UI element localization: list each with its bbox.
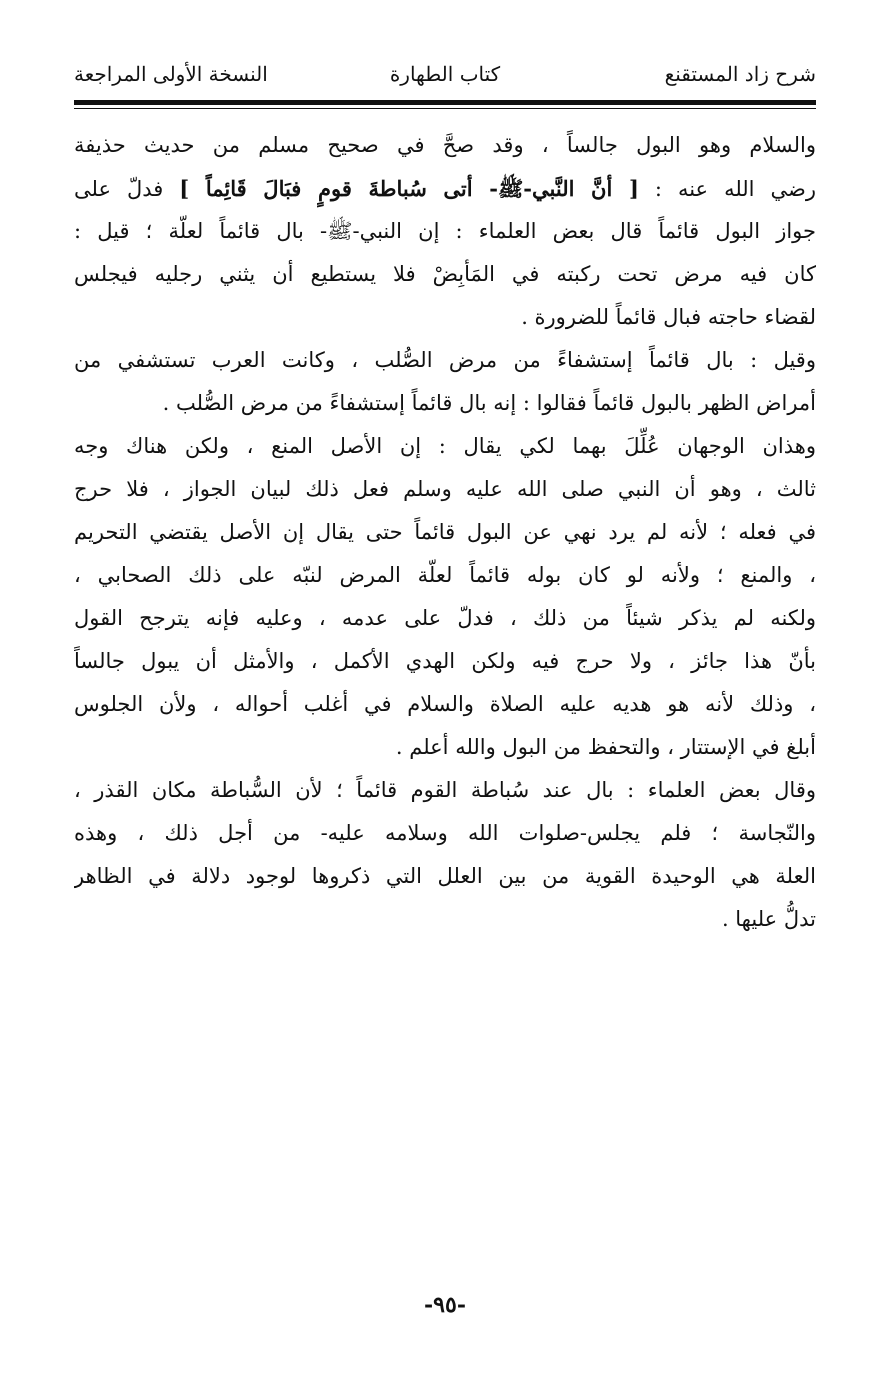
text-line-18 (74, 855, 816, 898)
header-chapter-title: كتاب الطهارة (389, 62, 501, 86)
line-text: تدلُّ عليها . (721, 907, 816, 931)
text-line-6 (74, 339, 816, 382)
header-edition-note: النسخة الأولى المراجعة (74, 62, 268, 86)
line-text: لقضاء حاجته فبال قائماً للضرورة . (521, 305, 816, 329)
body-text (74, 124, 816, 941)
text-line-12 (74, 597, 816, 640)
line-text: العلة هي الوحيدة القوية من بين العلل التي ذكروها لوجود دلالة في الظاهر (74, 864, 816, 888)
line-text: وقيل : بال قائماً إستشفاءً من مرض الصُّلب ، وكانت العرب تستشفي من (74, 348, 816, 372)
page-number: -٩٥- (424, 1292, 466, 1318)
text-line-9 (74, 468, 816, 511)
header-book-title: شرح زاد المستقنع (664, 62, 816, 86)
text-line-10 (74, 511, 816, 554)
line-text: جواز البول قائماً قال بعض العلماء : إن النبي-ﷺ- بال قائماً لعلّة ؛ قيل : (74, 219, 816, 243)
line-text: وهذان الوجهان عُلِّلَ بهما لكي يقال : إن الأصل المنع ، ولكن هناك وجه (74, 434, 816, 458)
text-line-2 (74, 167, 816, 210)
text-line-19 (74, 898, 816, 941)
header-rule-thick (74, 100, 816, 105)
text-line-15 (74, 726, 816, 769)
line-text-after: فدلّ على (74, 177, 164, 201)
line-text: وقال بعض العلماء : بال عند سُباطة القوم قائماً ؛ لأن السُّباطة مكان القذر ، (74, 778, 816, 802)
document-page (74, 52, 816, 1362)
text-line-8 (74, 425, 816, 468)
header-rule-thin (74, 108, 816, 109)
line-text: في فعله ؛ لأنه لم يرد نهي عن البول قائماً حتى يقال إن الأصل يقتضي التحريم (74, 520, 816, 544)
text-line-13 (74, 640, 816, 683)
line-text: والسلام وهو البول جالساً ، وقد صحَّ في صحيح مسلم من حديث حذيفة (74, 133, 816, 157)
running-header (74, 62, 816, 96)
text-line-11 (74, 554, 816, 597)
text-line-7 (74, 382, 816, 425)
line-text: رضي الله عنه : (654, 177, 816, 201)
line-text: أمراض الظهر بالبول قائماً فقالوا : إنه بال قائماً إستشفاءً من مرض الصُّلب . (162, 391, 816, 415)
line-text: والنّجاسة ؛ فلم يجلس-صلوات الله وسلامه عليه- من أجل ذلك ، وهذه (74, 821, 816, 845)
text-line-3 (74, 210, 816, 253)
line-text: ، والمنع ؛ ولأنه لو كان بوله قائماً لعلّة المرض لنبّه على ذلك الصحابي ، (74, 563, 816, 587)
line-text: ثالث ، وهو أن النبي صلى الله عليه وسلم فعل ذلك لبيان الجواز ، فلا حرج (74, 477, 816, 501)
text-line-5 (74, 296, 816, 339)
line-text: ولكنه لم يذكر شيئاً من ذلك ، فدلّ على عدمه ، وعليه فإنه يترجح القول (74, 606, 816, 630)
hadith-quote: [ أنَّ النَّبي-ﷺ- أتى سُباطةَ قومٍ فبَالَ قَائِماً ] (179, 176, 639, 201)
text-line-4 (74, 253, 816, 296)
text-line-1 (74, 124, 816, 167)
line-text: أبلغ في الإستتار ، والتحفظ من البول والله أعلم . (395, 735, 816, 759)
line-text: بأنّ هذا جائز ، ولا حرج فيه ولكن الهدي الأكمل ، والأمثل أن يبول جالساً (74, 649, 816, 673)
line-text: كان فيه مرض تحت ركبته في المَأبِضْ فلا يستطيع أن يثني رجليه فيجلس (74, 262, 816, 286)
line-text: ، وذلك لأنه هو هديه عليه الصلاة والسلام في أغلب أحواله ، ولأن الجلوس (74, 692, 816, 716)
text-line-17 (74, 812, 816, 855)
text-line-16 (74, 769, 816, 812)
text-line-14 (74, 683, 816, 726)
